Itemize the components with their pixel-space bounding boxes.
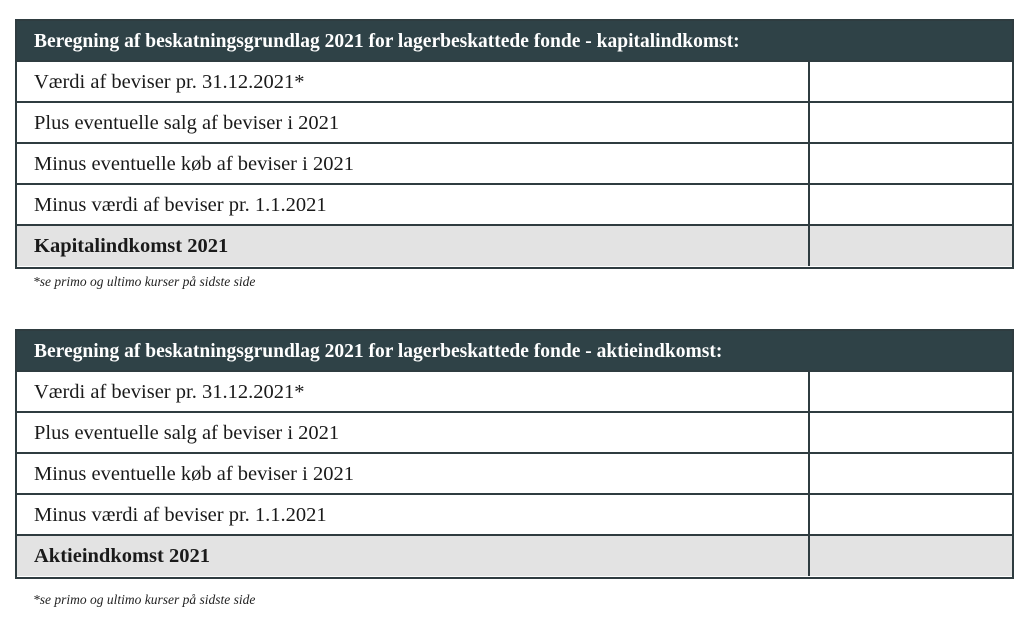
table-row (17, 454, 1012, 495)
row-label: Plus eventuelle salg af beviser i 2021 (17, 103, 810, 142)
table-row (17, 103, 1012, 144)
total-value-cell[interactable] (810, 226, 1012, 266)
table-row (17, 495, 1012, 536)
total-value-cell[interactable] (810, 536, 1012, 576)
table-row (17, 413, 1012, 454)
row-value-cell[interactable] (810, 372, 1012, 411)
row-label: Minus værdi af beviser pr. 1.1.2021 (17, 185, 810, 224)
row-label: Minus eventuelle køb af beviser i 2021 (17, 454, 810, 493)
row-label: Værdi af beviser pr. 31.12.2021* (17, 372, 810, 411)
row-label: Værdi af beviser pr. 31.12.2021* (17, 62, 810, 101)
row-value-cell[interactable] (810, 103, 1012, 142)
total-row (17, 226, 1012, 266)
row-value-cell[interactable] (810, 413, 1012, 452)
table-header: Beregning af beskatningsgrundlag 2021 for lagerbeskattede fonde - aktieindkomst: (17, 331, 1012, 372)
row-label: Plus eventuelle salg af beviser i 2021 (17, 413, 810, 452)
total-row (17, 536, 1012, 576)
footnote: *se primo og ultimo kurser på sidste side (33, 274, 256, 289)
aktieindkomst-table (15, 329, 1014, 579)
row-value-cell[interactable] (810, 62, 1012, 101)
row-label: Minus værdi af beviser pr. 1.1.2021 (17, 495, 810, 534)
total-label: Kapitalindkomst 2021 (17, 226, 810, 266)
total-label: Aktieindkomst 2021 (17, 536, 810, 576)
row-label: Minus eventuelle køb af beviser i 2021 (17, 144, 810, 183)
table-row (17, 144, 1012, 185)
table-header: Beregning af beskatningsgrundlag 2021 for lagerbeskattede fonde - kapitalindkomst: (17, 21, 1012, 62)
kapitalindkomst-table (15, 19, 1014, 269)
table-row (17, 62, 1012, 103)
row-value-cell[interactable] (810, 144, 1012, 183)
table-row (17, 372, 1012, 413)
table-row (17, 185, 1012, 226)
row-value-cell[interactable] (810, 185, 1012, 224)
row-value-cell[interactable] (810, 495, 1012, 534)
row-value-cell[interactable] (810, 454, 1012, 493)
footnote: *se primo og ultimo kurser på sidste side (33, 592, 256, 607)
